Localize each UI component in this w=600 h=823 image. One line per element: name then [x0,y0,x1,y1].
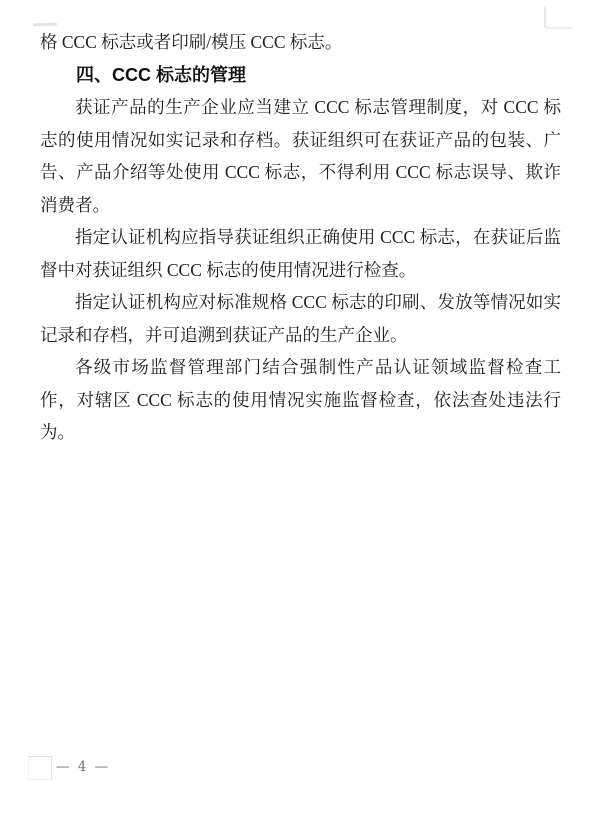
paragraph-continuation: 格 CCC 标志或者印刷/模压 CCC 标志。 [40,32,343,52]
paragraph-3: 指定认证机构应对标准规格 CCC 标志的印刷、发放等情况如实记录和存档，并可追溯到获证产品的生产企业。 [40,292,561,345]
section-heading: 四、CCC 标志的管理 [76,64,246,85]
page-number: — 4 — [56,759,111,775]
paragraph-2: 指定认证机构应指导获证组织正确使用 CCC 标志，在获证后监督中对获证组织 CCC 标志的使用情况进行检查。 [40,227,561,280]
scan-artifact-box [28,756,52,780]
paragraph-1: 获证产品的生产企业应当建立 CCC 标志管理制度，对 CCC 标志的使用情况如实记录和存档。获证组织可在获证产品的包装、广告、产品介绍等处使用 CCC 标志，不得利用 CCC 标志误导、欺诈消费者。 [40,97,561,215]
paragraph-4: 各级市场监督管理部门结合强制性产品认证领域监督检查工作，对辖区 CCC 标志的使用情况实施监督检查，依法查处违法行为。 [40,357,561,442]
document-body [40,26,561,449]
scan-artifact-top-right-vertical [544,6,546,28]
